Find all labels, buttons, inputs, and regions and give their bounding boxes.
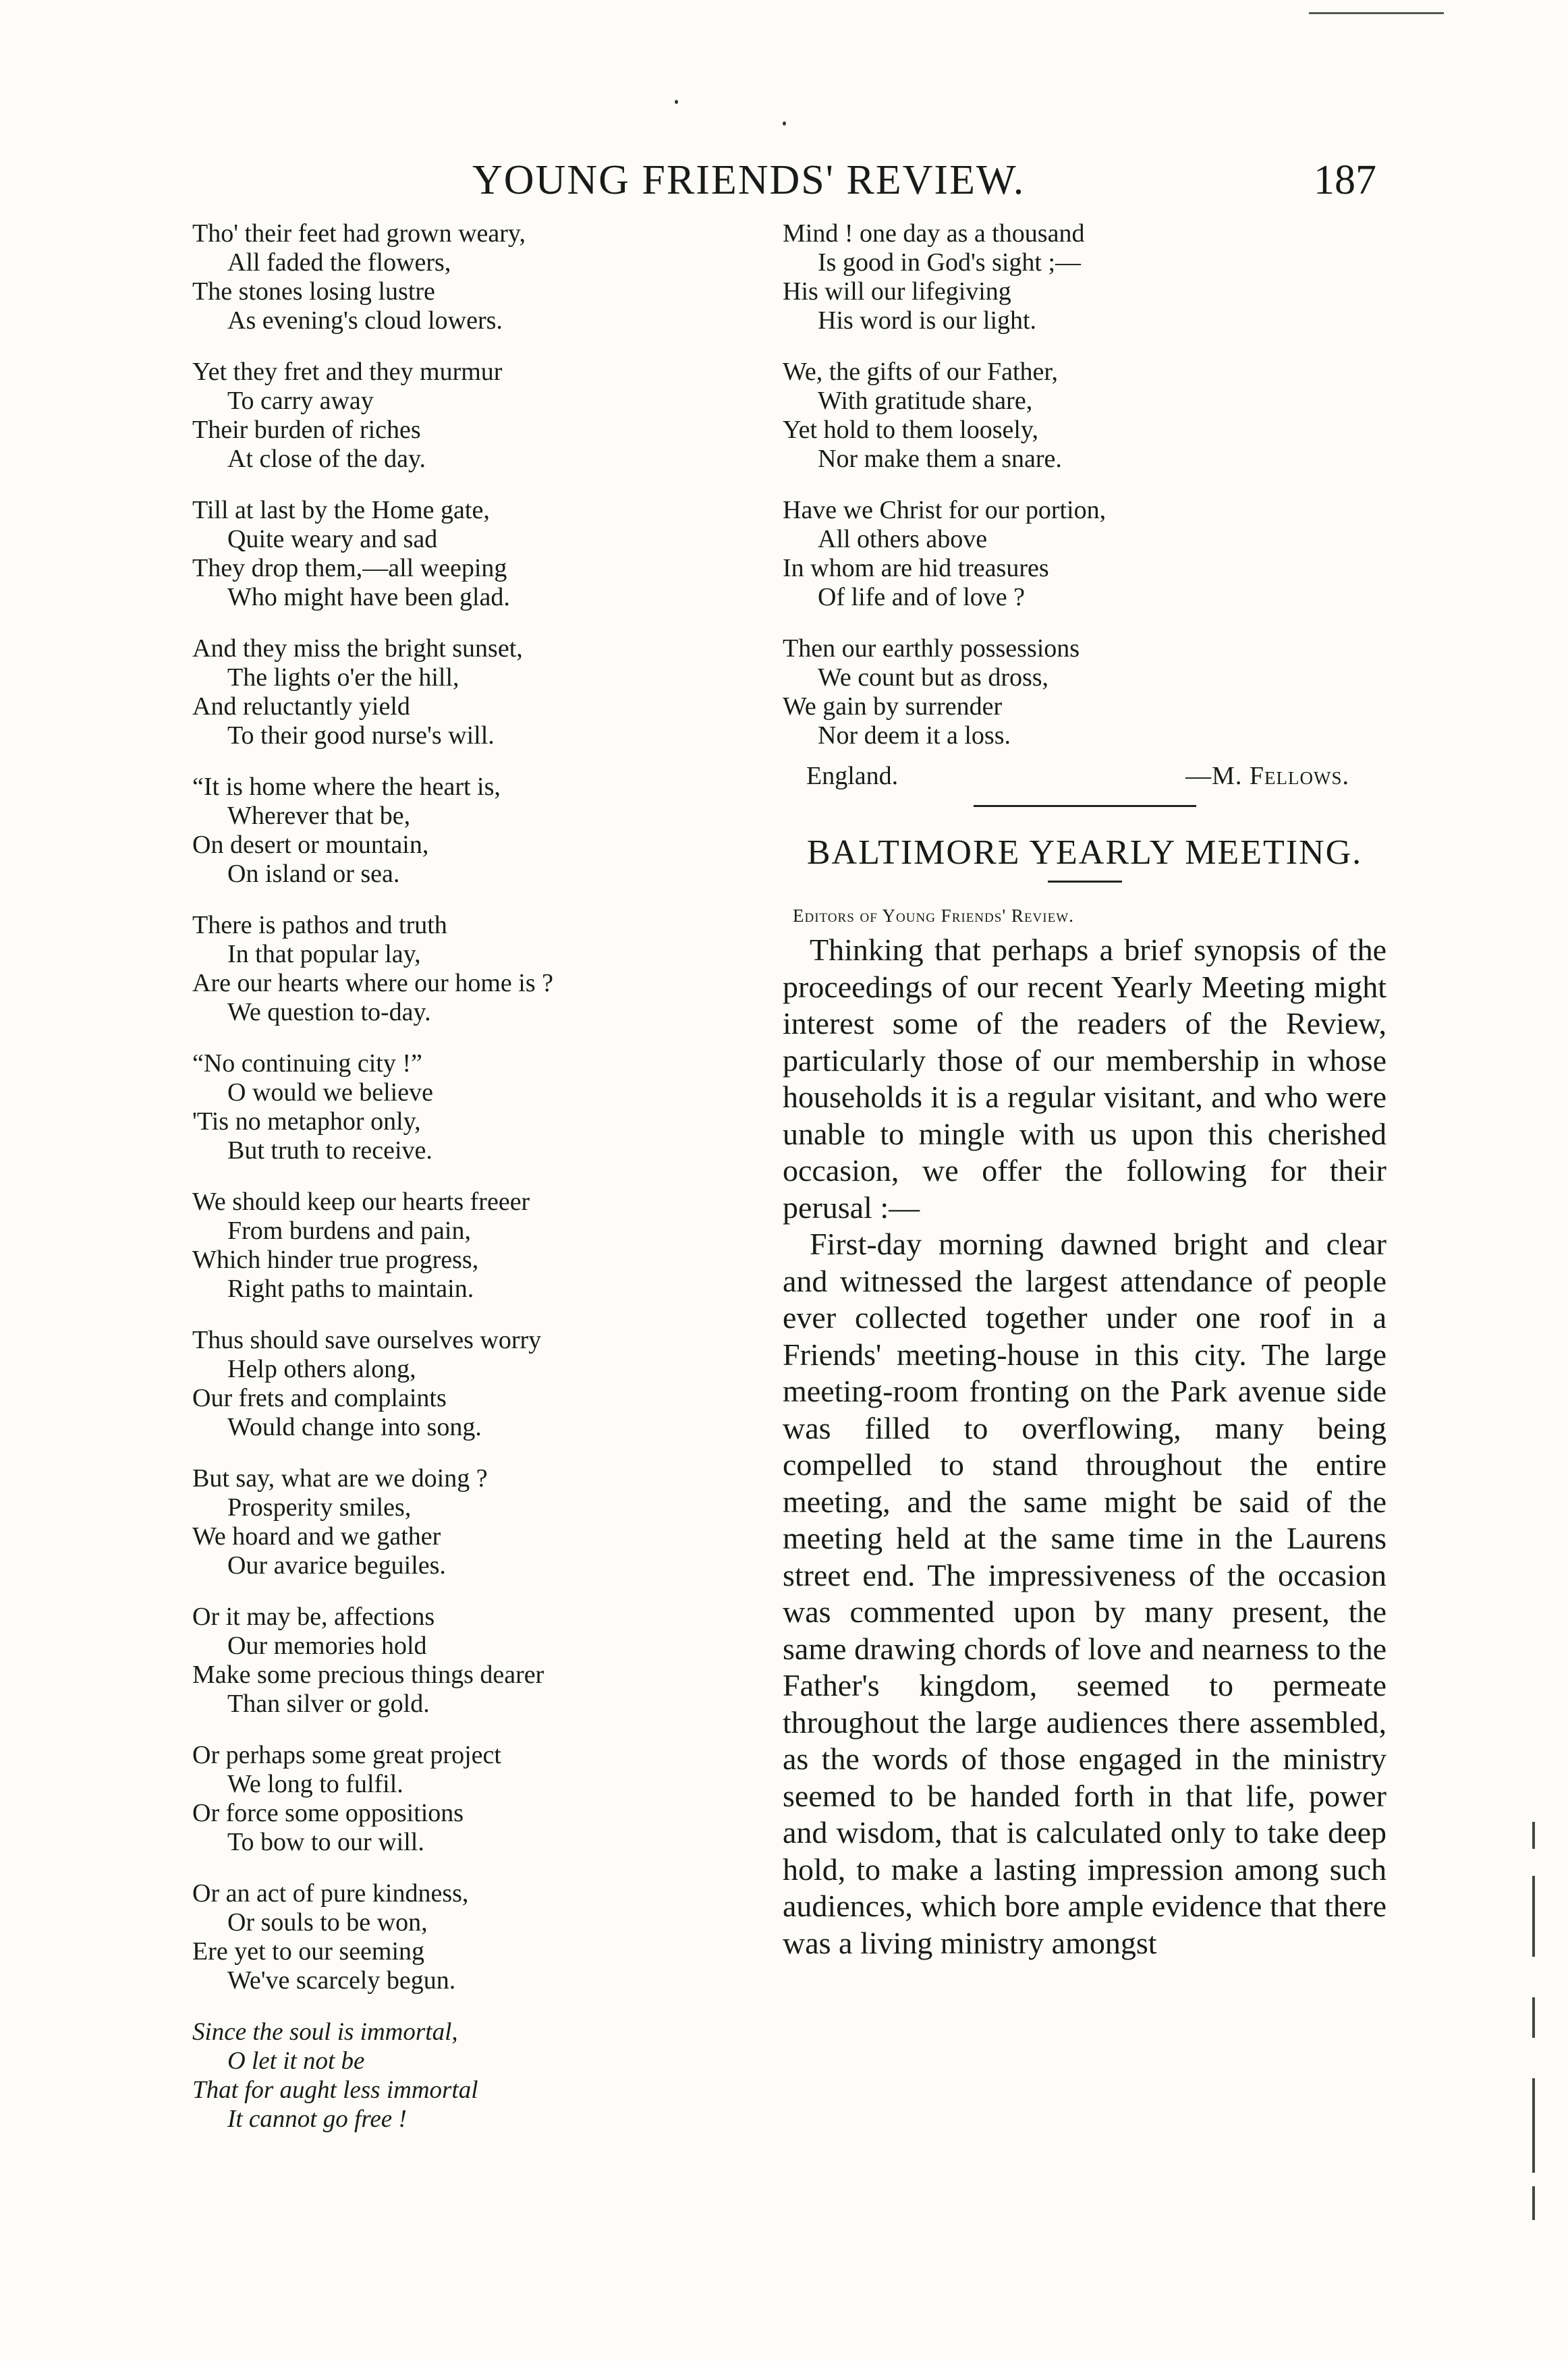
poem-line: Who might have been glad. [227,583,510,611]
poem-stanza [192,773,725,889]
poem-line: We gain by surrender [783,692,1003,721]
poem-line: We, the gifts of our Father, [783,358,1059,386]
poem-line: O would we believe [227,1078,433,1107]
poem-line: Tho' their feet had grown weary, [192,219,526,248]
poem-line: All faded the flowers, [227,248,451,277]
poem-line: Quite weary and sad [227,525,438,553]
poem-line: Nor make them a snare. [818,445,1062,473]
ink-speck [675,100,678,104]
poem-line: Is good in God's sight ;— [818,248,1082,277]
poem-line: Our frets and complaints [192,1384,447,1412]
poem-line: Or an act of pure kindness, [192,1879,469,1908]
poem-line: Our avarice beguiles. [227,1551,446,1580]
page-number: 187 [1314,157,1376,203]
poem-line: Thus should save ourselves worry [192,1326,542,1354]
poem-line: Yet they fret and they murmur [192,358,503,386]
poem-line: There is pathos and truth [192,911,447,939]
article-paragraph-1: Thinking that perhaps a brief synopsis of the proceedings of our recent Yearly Meeting might interest some of the readers of the Review, particularly those of our membership in whose households it is a regular visitant, and who were unable to mingle with us upon this cherished occasion, we offer the following for their perusal :— [783,933,1387,1225]
poem-stanza [783,219,1387,335]
poem-line: Which hinder true progress, [192,1246,479,1274]
poem-signature [783,760,1387,791]
signature-author: —M. Fellows. [1185,762,1349,790]
poem-line: Or force some oppositions [192,1799,464,1827]
poem-line: But truth to receive. [227,1136,432,1165]
poem-line: Right paths to maintain. [227,1275,474,1303]
article-byline: Editors of Young Friends' Review. [793,906,1074,926]
poem-stanza [783,496,1387,612]
left-column-poem [192,219,725,2156]
top-edge-rule [1309,12,1444,14]
poem-line: That for aught less immortal [192,2076,478,2104]
poem-line: Mind ! one day as a thousand [783,219,1085,248]
article-paragraph-2: First-day morning dawned bright and clear and witnessed the largest attendance of people ever collected together under one roof in a Friends' meeting-house in this city. The large meeting-room fronting on the Park avenue side was filled to overflowing, many being compelled to stand throughout the entire meeting, and the same might be said of the meeting held at the same time in the Laurens street end. The impressiveness of the occasion was commented upon by many present, the same drawing chords of love and nearness to the Father's kingdom, seemed to permeate throughout the large audiences there assembled, as the words of those engaged in the ministry seemed to be handed forth in that life, power and wisdom, that is calculated only to take deep hold, to make a lasting impression among such audiences, which bore ample evidence that there was a living ministry amongst [783,1227,1387,1960]
poem-stanza [192,1879,725,1995]
poem-line: Of life and of love ? [818,583,1026,611]
poem-stanza [192,1326,725,1442]
poem-line: Make some precious things dearer [192,1661,544,1689]
poem-line: They drop them,—all weeping [192,554,507,582]
poem-line: We hoard and we gather [192,1522,441,1551]
poem-line: Their burden of riches [192,416,421,444]
poem-line: Or perhaps some great project [192,1741,501,1769]
poem-stanza [192,496,725,612]
poem-line: To bow to our will. [227,1828,424,1856]
poem-line: We long to fulfil. [227,1770,403,1798]
poem-stanza [192,1049,725,1165]
poem-line: To their good nurse's will. [227,721,495,750]
poem-line: As evening's cloud lowers. [227,306,503,335]
poem-line: Yet hold to them loosely, [783,416,1038,444]
poem-line: “It is home where the heart is, [192,773,501,801]
signature-place: England. [806,762,899,790]
margin-scan-marks [1521,1822,1548,2227]
right-column-poem [783,219,1387,750]
poem-line: The stones losing lustre [192,277,435,306]
poem-line: Would change into song. [227,1413,482,1441]
poem-line: Nor deem it a loss. [818,721,1011,750]
poem-line: And reluctantly yield [192,692,410,721]
poem-line: It cannot go free ! [227,2105,407,2133]
poem-line: Prosperity smiles, [227,1493,412,1522]
poem-line: Then our earthly possessions [783,634,1080,663]
poem-stanza [192,1603,725,1719]
poem-line: Since the soul is immortal, [192,2018,458,2046]
poem-line: All others above [818,525,988,553]
poem-stanza [192,219,725,335]
poem-line: “No continuing city !” [192,1049,422,1078]
article-title: BALTIMORE YEARLY MEETING. [806,833,1363,872]
poem-line: On desert or mountain, [192,831,429,859]
poem-stanza [192,1464,725,1580]
poem-line: Wherever that be, [227,802,411,830]
poem-line: In whom are hid treasures [783,554,1049,582]
page-header [472,157,1403,211]
poem-line: Till at last by the Home gate, [192,496,490,524]
poem-line: To carry away [227,387,374,415]
poem-line: But say, what are we doing ? [192,1464,488,1493]
poem-line: We question to-day. [227,998,431,1026]
right-column [783,219,1387,1962]
poem-line: From burdens and pain, [227,1217,471,1245]
poem-stanza [192,911,725,1027]
poem-stanza [783,634,1387,750]
poem-line: And they miss the bright sunset, [192,634,523,663]
poem-stanza [192,2018,725,2134]
poem-stanza [783,358,1387,474]
poem-line: On island or sea. [227,860,400,888]
poem-line: The lights o'er the hill, [227,663,459,692]
poem-line: Ere yet to our seeming [192,1937,425,1966]
poem-line: We count but as dross, [818,663,1049,692]
poem-line: Are our hearts where our home is ? [192,969,553,997]
poem-line: Or souls to be won, [227,1908,428,1937]
poem-line: In that popular lay, [227,940,421,968]
section-divider [974,805,1196,807]
poem-stanza [192,358,725,474]
title-underline [1048,881,1122,883]
poem-line: At close of the day. [227,445,426,473]
poem-line: Help others along, [227,1355,416,1383]
poem-line: Our memories hold [227,1632,427,1660]
poem-stanza [192,1188,725,1304]
poem-line: 'Tis no metaphor only, [192,1107,421,1136]
ink-speck [783,121,786,126]
poem-stanza [192,1741,725,1857]
poem-stanza [192,634,725,750]
poem-line: We should keep our hearts freeer [192,1188,530,1216]
running-head: YOUNG FRIENDS' REVIEW. [472,157,1026,203]
poem-line: His will our lifegiving [783,277,1011,306]
poem-line: His word is our light. [818,306,1037,335]
poem-line: We've scarcely begun. [227,1966,456,1995]
poem-line: O let it not be [227,2047,365,2075]
poem-line: Have we Christ for our portion, [783,496,1107,524]
poem-line: Than silver or gold. [227,1690,430,1718]
poem-line: With gratitude share, [818,387,1033,415]
poem-line: Or it may be, affections [192,1603,435,1631]
